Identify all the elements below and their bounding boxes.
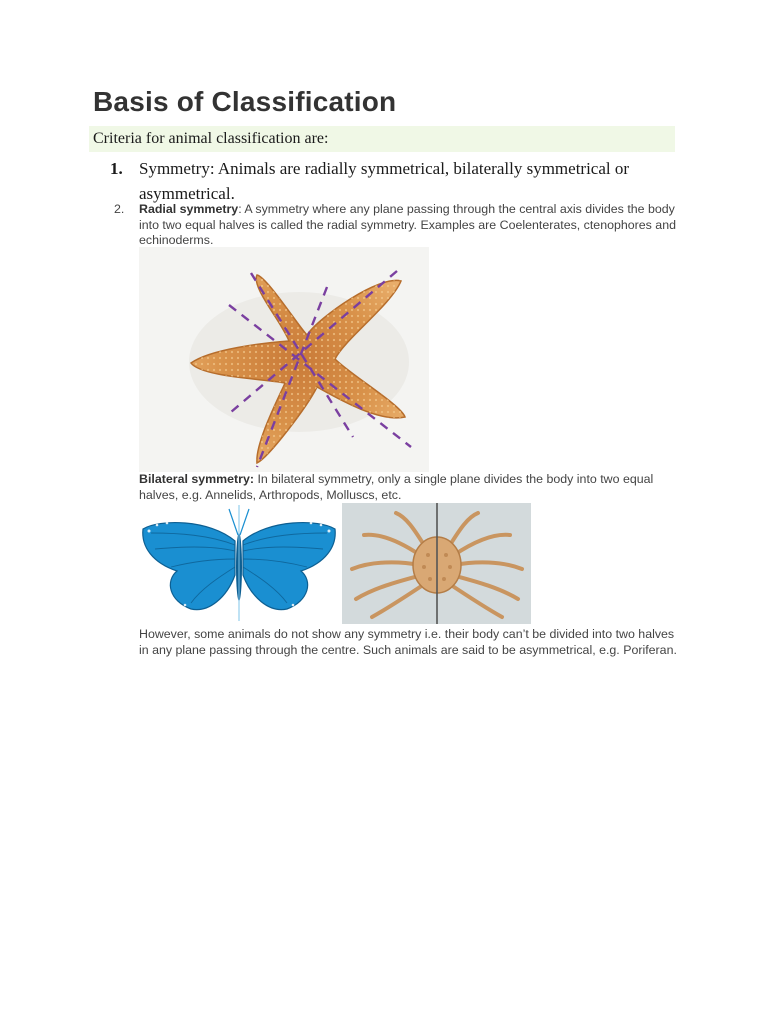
- list-item-text: Symmetry: Animals are radially symmetrical, bilaterally symmetrical or asymmetrical.: [139, 159, 630, 203]
- bilateral-paragraph: [139, 472, 679, 503]
- asymmetry-paragraph: However, some animals do not show any symmetry i.e. their body can’t be divided into two halves in any plane passing through the centre. Such animals are said to be asymmetrical, e.g. Poriferan.: [139, 627, 677, 657]
- butterfly-illustration: [139, 505, 339, 621]
- radial-term: Radial symmetry: [139, 202, 239, 216]
- starfish-image: [139, 247, 429, 472]
- list-number: 1.: [110, 159, 123, 178]
- criteria-highlight: [89, 126, 675, 152]
- bilateral-term: Bilateral symmetry:: [139, 472, 255, 486]
- criteria-heading: Criteria for animal classification are:: [93, 130, 329, 147]
- starfish-illustration: [139, 247, 429, 472]
- list-number: 2.: [114, 202, 125, 216]
- bilateral-description: In bilateral symmetry, only a single plane divides the body into two equal halves, e.g. Annelids, Arthropods, Molluscs, etc.: [139, 472, 654, 502]
- crab-image: [342, 503, 531, 624]
- radial-description: : A symmetry where any plane passing through the central axis divides the body into two equal halves is called the radial symmetry. Examples are Coelenterates, ctenophores and echinoderms.: [139, 202, 676, 247]
- crab-illustration: [342, 503, 531, 624]
- list-item-text: [139, 202, 679, 249]
- butterfly-image: [139, 505, 339, 621]
- page-title: Basis of Classification: [93, 86, 397, 117]
